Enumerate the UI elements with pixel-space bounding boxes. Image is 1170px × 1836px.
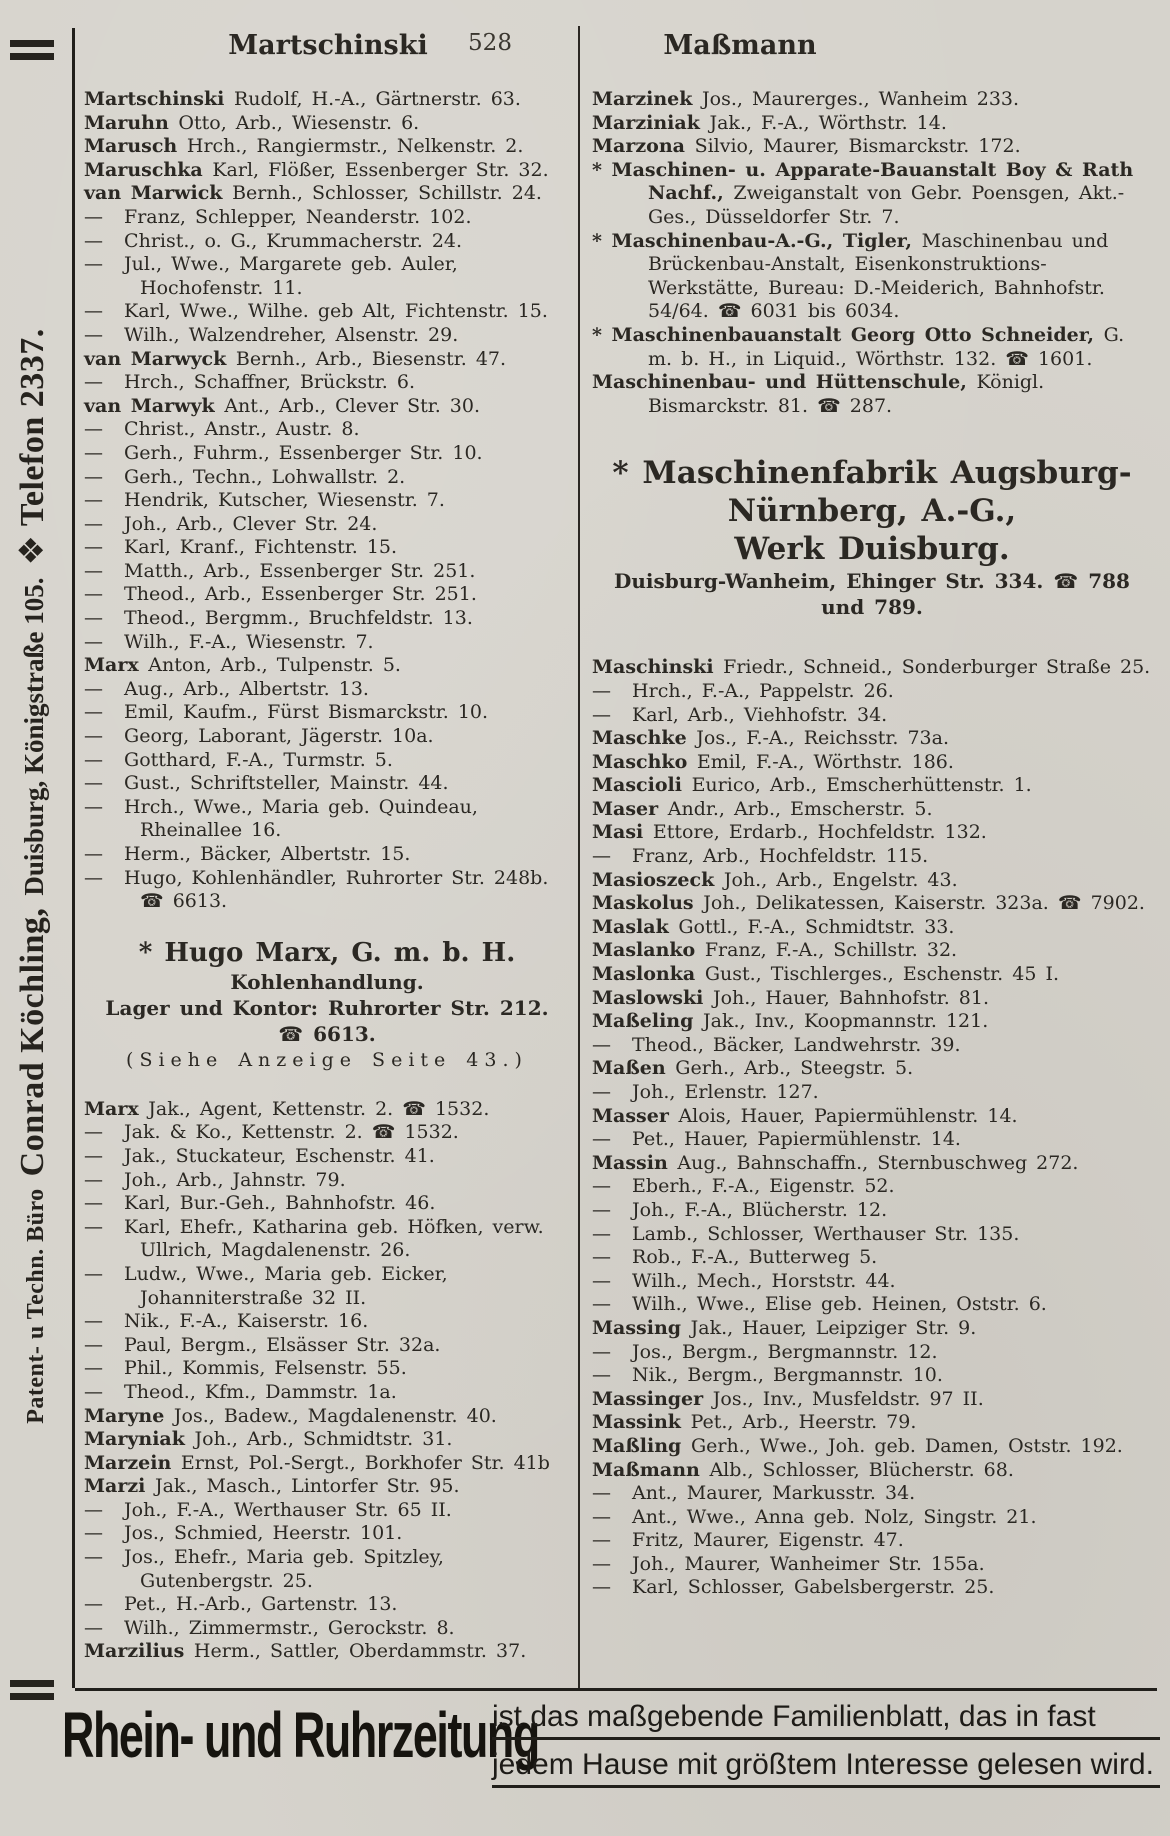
directory-entry: — Theod., Arb., Essenberger Str. 251. — [84, 583, 477, 606]
directory-entry: Maßmann Alb., Schlosser, Blücherstr. 68. — [592, 1458, 1014, 1481]
ad-line: ☎ 6613. — [278, 1021, 376, 1046]
newspaper-banner-slogan — [492, 1700, 1160, 1796]
directory-column-left — [84, 88, 570, 1664]
directory-entry: Marzein Ernst, Pol.-Sergt., Borkhofer Str. 41b — [84, 1451, 550, 1474]
surname: Maschinenbau- und Hüttenschule, — [592, 371, 977, 394]
directory-entry: Maruhn Otto, Arb., Wiesenstr. 6. — [84, 111, 420, 134]
directory-entry: — Pet., H.-Arb., Gartenstr. 13. — [84, 1593, 398, 1616]
directory-entry: Massing Jak., Hauer, Leipziger Str. 9. — [592, 1316, 977, 1339]
directory-entry: — Karl, Bur.-Geh., Bahnhofstr. 46. — [84, 1192, 436, 1215]
spacer — [592, 620, 1152, 656]
directory-entry: — Eberh., F.-A., Eigenstr. 52. — [592, 1175, 895, 1198]
directory-entry: — Jos., Bergm., Bergmannstr. 12. — [592, 1340, 938, 1363]
directory-entry: — Aug., Arb., Albertstr. 13. — [84, 677, 369, 700]
surname: Marzinek — [592, 88, 703, 110]
banner-slogan-line1: ist das maßgebende Familienblatt, das in fast — [492, 1700, 1160, 1740]
surname: Marx — [84, 1097, 149, 1120]
surname: Maruschka — [84, 158, 213, 181]
directory-entry: van Marwick Bernh., Schlosser, Schillstr. 24. — [84, 182, 542, 205]
surname: van Marwyk — [84, 394, 225, 417]
directory-entry: — Joh., Erlenstr. 127. — [592, 1081, 819, 1103]
surname: Maschko — [592, 750, 697, 773]
directory-entry: — Hrch., Schaffner, Brückstr. 6. — [84, 371, 415, 394]
directory-entry: Maser Andr., Arb., Emscherstr. 5. — [592, 797, 933, 820]
directory-entry: * Maschinenbau-A.-G., Tigler, Maschinenbau und Brückenbau-Anstalt, Eisenkonstruktions-Werkstätte, Bureau: D.-Meiderich, Bahnhofstr. 54/64. ☎ 6031 bis 6034. — [592, 229, 1109, 323]
ad-line: Werk Duisburg. — [734, 531, 1010, 568]
directory-entry: Maschke Jos., F.-A., Reichsstr. 73a. — [592, 727, 950, 750]
directory-entry: — Karl, Schlosser, Gabelsbergerstr. 25. — [592, 1576, 995, 1599]
surname: Maschke — [592, 727, 697, 750]
surname: Marzein — [84, 1451, 181, 1474]
running-head-right: Maßmann — [663, 30, 817, 61]
ad-line: Duisburg-Wanheim, Ehinger Str. 334. ☎ 788 — [614, 569, 1130, 594]
directory-entry: — Karl, Arb., Viehhofstr. 34. — [592, 703, 888, 726]
directory-entry: — Paul, Bergm., Elsässer Str. 32a. — [84, 1333, 441, 1356]
sidebar-vertical-ad — [4, 40, 60, 1700]
directory-entry: Marzona Silvio, Maurer, Bismarckstr. 172. — [592, 135, 1021, 158]
directory-entry: — Wilh., Mech., Horststr. 44. — [592, 1269, 896, 1292]
directory-entry: — Christ., Anstr., Austr. 8. — [84, 418, 360, 441]
directory-entry: — Wilh., Wwe., Elise geb. Heinen, Oststr. 6. — [592, 1293, 1047, 1316]
ad-line: * Maschinenfabrik Augsburg- — [612, 455, 1132, 492]
directory-entry: Maschko Emil, F.-A., Wörthstr. 186. — [592, 750, 954, 773]
directory-entry: — Karl, Ehefr., Katharina geb. Höfken, verw. Ullrich, Magdalenenstr. 26. — [84, 1215, 544, 1262]
spacer — [84, 914, 570, 938]
sidebar-divider-rule — [72, 28, 75, 1688]
directory-entry: — Hrch., F.-A., Pappelstr. 26. — [592, 679, 894, 702]
surname: Massinger — [592, 1387, 713, 1410]
directory-entry: — Wilh., F.-A., Wiesenstr. 7. — [84, 630, 374, 653]
directory-entry: — Fritz, Maurer, Eigenstr. 47. — [592, 1529, 904, 1552]
directory-entry: Masi Ettore, Erdarb., Hochfeldstr. 132. — [592, 821, 987, 844]
surname: Marziniak — [592, 111, 710, 134]
directory-entry: Maryne Jos., Badew., Magdalenenstr. 40. — [84, 1404, 497, 1427]
sidebar-ad-segment: ❖ Telefon 2337. — [14, 328, 51, 566]
directory-entry: — Joh., Arb., Jahnstr. 79. — [84, 1168, 346, 1191]
sidebar-ad-segment: Conrad Köchling, — [14, 907, 51, 1177]
surname: Mascioli — [592, 774, 692, 797]
directory-entry: — Wilh., Walzendreher, Alsenstr. 29. — [84, 323, 459, 346]
ad-line: Lager und Kontor: Ruhrorter Str. 212. — [105, 995, 549, 1020]
directory-entry: — Joh., Maurer, Wanheimer Str. 155a. — [592, 1552, 985, 1575]
directory-entry: — Ant., Wwe., Anna geb. Nolz, Singstr. 21. — [592, 1505, 1037, 1528]
directory-entry: Marx Jak., Agent, Kettenstr. 2. ☎ 1532. — [84, 1097, 490, 1120]
ad-line: * Hugo Marx, G. m. b. H. — [138, 937, 516, 968]
directory-entry: — Jul., Wwe., Margarete geb. Auler, Hochofenstr. 11. — [84, 253, 458, 299]
column-divider-rule — [578, 26, 580, 1688]
surname: Maßmann — [592, 1458, 710, 1481]
directory-entry: * Maschinenbauanstalt Georg Otto Schneider, G. m. b. H., in Liquid., Wörthstr. 132. ☎ 1601. — [592, 323, 1125, 370]
surname: Maslak — [592, 915, 679, 938]
directory-entry: — Ludw., Wwe., Maria geb. Eicker, Johanniterstraße 32 II. — [84, 1262, 448, 1309]
directory-entry: — Herm., Bäcker, Albertstr. 15. — [84, 843, 411, 865]
sidebar-ad-segment: Patent- u Techn. Büro — [23, 1188, 49, 1424]
surname: Marusch — [84, 135, 187, 158]
sidebar-ad-segment: Duisburg, Königstraße 105. — [19, 577, 49, 896]
surname: Maser — [592, 797, 668, 820]
ad-line: und 789. — [821, 595, 923, 620]
directory-entry: Maschinenbau- und Hüttenschule, Königl. Bismarckstr. 81. ☎ 287. — [592, 371, 1045, 417]
directory-entry: Maslanko Franz, F.-A., Schillstr. 32. — [592, 939, 958, 962]
directory-entry: — Joh., Arb., Clever Str. 24. — [84, 512, 378, 535]
directory-entry: Marx Anton, Arb., Tulpenstr. 5. — [84, 654, 401, 677]
directory-entry: — Matth., Arb., Essenberger Str. 251. — [84, 559, 476, 582]
surname: Maslanko — [592, 939, 705, 962]
spacer — [84, 1074, 570, 1098]
surname: van Marwick — [84, 182, 233, 205]
surname: Maryne — [84, 1404, 174, 1427]
surname: Massin — [592, 1151, 678, 1174]
directory-entry: Maskolus Joh., Delikatessen, Kaiserstr. 323a. ☎ 7902. — [592, 892, 1145, 915]
directory-entry: — Karl, Wwe., Wilhe. geb Alt, Fichtenstr. 15. — [84, 300, 548, 323]
directory-entry: Mascioli Eurico, Arb., Emscherhüttenstr. 1. — [592, 774, 1032, 797]
directory-entry: — Gotthard, F.-A., Turmstr. 5. — [84, 748, 393, 771]
surname: Marx — [84, 654, 149, 677]
surname: Marzilius — [84, 1640, 194, 1663]
surname: * Maschinenbau-A.-G., Tigler, — [592, 229, 922, 252]
directory-entry: — Jak., Stuckateur, Eschenstr. 41. — [84, 1144, 435, 1167]
directory-entry: — Wilh., Zimmermstr., Gerockstr. 8. — [84, 1616, 455, 1639]
surname: Maßling — [592, 1434, 691, 1457]
surname: * Maschinen- u. Apparate-Bauanstalt Boy & Rath Nachf., — [592, 158, 1134, 205]
directory-entry: Maslowski Joh., Hauer, Bahnhofstr. 81. — [592, 986, 989, 1009]
sidebar-ad-text — [12, 316, 52, 1424]
banner-slogan-line2: jedem Hause mit größtem Interesse gelesen wird. — [492, 1748, 1160, 1788]
directory-entry: Marzi Jak., Masch., Lintorfer Str. 95. — [84, 1475, 460, 1498]
directory-entry: Maßling Gerh., Wwe., Joh. geb. Damen, Oststr. 192. — [592, 1434, 1123, 1457]
surname: * Maschinenbauanstalt Georg Otto Schneider, — [592, 323, 1104, 346]
directory-entry: — Georg, Laborant, Jägerstr. 10a. — [84, 725, 434, 748]
directory-entry: — Hugo, Kohlenhändler, Ruhrorter Str. 248b. ☎ 6613. — [84, 866, 549, 913]
directory-entry: — Joh., F.-A., Werthauser Str. 65 II. — [84, 1498, 452, 1521]
surname: Masi — [592, 821, 653, 844]
double-bar-ornament — [10, 1680, 54, 1700]
directory-entry: — Franz, Schlepper, Neanderstr. 102. — [84, 205, 472, 228]
directory-entry: — Hendrik, Kutscher, Wiesenstr. 7. — [84, 489, 445, 512]
directory-entry: Maryniak Joh., Arb., Schmidtstr. 31. — [84, 1428, 453, 1451]
surname: Maßen — [592, 1057, 676, 1080]
running-head-left: Martschinski — [228, 30, 428, 61]
directory-entry: — Nik., Bergm., Bergmannstr. 10. — [592, 1364, 943, 1387]
page-number: 528 — [468, 30, 512, 56]
directory-entry: Maslonka Gust., Tischlerges., Eschenstr. 45 I. — [592, 963, 1060, 986]
ad-line: (Siehe Anzeige Seite 43.) — [126, 1048, 528, 1071]
directory-entry: Marzinek Jos., Maurerges., Wanheim 233. — [592, 88, 1020, 110]
directory-entry: — Joh., F.-A., Blücherstr. 12. — [592, 1198, 888, 1221]
directory-entry: — Christ., o. G., Krummacherstr. 24. — [84, 229, 463, 252]
directory-entry: — Karl, Kranf., Fichtenstr. 15. — [84, 536, 398, 559]
surname: Masser — [592, 1104, 679, 1127]
surname: Maskolus — [592, 892, 704, 915]
ad-line: Nürnberg, A.-G., — [727, 493, 1017, 530]
directory-entry: Masioszeck Joh., Arb., Engelstr. 43. — [592, 868, 958, 891]
directory-entry: — Jos., Ehefr., Maria geb. Spitzley, Gutenbergstr. 25. — [84, 1546, 444, 1592]
directory-entry: Martschinski Rudolf, H.-A., Gärtnerstr. 63. — [84, 88, 521, 110]
directory-entry: — Nik., F.-A., Kaiserstr. 16. — [84, 1310, 369, 1333]
directory-entry: Maslak Gottl., F.-A., Schmidtstr. 33. — [592, 915, 955, 938]
ad-line: Kohlenhandlung. — [230, 969, 424, 994]
directory-column-right — [592, 88, 1152, 1600]
surname: Marzi — [84, 1475, 155, 1498]
directory-entry: — Emil, Kaufm., Fürst Bismarckstr. 10. — [84, 701, 489, 724]
directory-entry: * Maschinen- u. Apparate-Bauanstalt Boy & Rath Nachf., Zweiganstalt von Gebr. Poensgen, Akt.-Ges., Düsseldorfer Str. 7. — [592, 158, 1134, 228]
surname: Maßeling — [592, 1010, 704, 1033]
directory-entry: — Theod., Kfm., Dammstr. 1a. — [84, 1380, 397, 1403]
directory-entry: — Ant., Maurer, Markusstr. 34. — [592, 1482, 916, 1505]
directory-entry: — Jos., Schmied, Heerstr. 101. — [84, 1522, 403, 1545]
directory-entry: — Gerh., Techn., Lohwallstr. 2. — [84, 465, 406, 488]
directory-entry: Maßen Gerh., Arb., Steegstr. 5. — [592, 1057, 914, 1080]
directory-entry: Marziniak Jak., F.-A., Wörthstr. 14. — [592, 111, 947, 134]
directory-entry: — Gust., Schriftsteller, Mainstr. 44. — [84, 772, 449, 795]
surname: Masioszeck — [592, 868, 724, 891]
directory-entry: — Gerh., Fuhrm., Essenberger Str. 10. — [84, 441, 483, 464]
surname: Maslowski — [592, 986, 713, 1009]
directory-entry: Maruschka Karl, Flößer, Essenberger Str. 32. — [84, 158, 549, 181]
double-bar-ornament — [10, 40, 54, 60]
directory-entry: van Marwyk Ant., Arb., Clever Str. 30. — [84, 394, 481, 417]
surname: Massing — [592, 1316, 691, 1339]
directory-entry: — Rob., F.-A., Butterweg 5. — [592, 1246, 878, 1269]
surname: Massink — [592, 1411, 691, 1434]
directory-entry: — Phil., Kommis, Felsenstr. 55. — [84, 1357, 407, 1380]
directory-entry: Massin Aug., Bahnschaffn., Sternbuschweg 272. — [592, 1151, 1079, 1174]
directory-entry: Marzilius Herm., Sattler, Oberdammstr. 37. — [84, 1640, 527, 1663]
directory-entry: van Marwyck Bernh., Arb., Biesenstr. 47. — [84, 347, 507, 370]
directory-entry: Maschinski Friedr., Schneid., Sonderburger Straße 25. — [592, 656, 1151, 679]
directory-entry: Maßeling Jak., Inv., Koopmannstr. 121. — [592, 1010, 989, 1033]
directory-entry: — Jak. & Ko., Kettenstr. 2. ☎ 1532. — [84, 1121, 459, 1144]
surname: Maruhn — [84, 111, 179, 134]
directory-entry: — Theod., Bergmm., Bruchfeldstr. 13. — [84, 607, 473, 630]
directory-entry: — Pet., Hauer, Papiermühlenstr. 14. — [592, 1128, 961, 1151]
surname: Martschinski — [84, 88, 234, 110]
directory-entry: — Theod., Bäcker, Landwehrstr. 39. — [592, 1033, 961, 1056]
directory-entry: Marusch Hrch., Rangiermstr., Nelkenstr. 2. — [84, 135, 524, 158]
spacer — [592, 418, 1152, 454]
directory-entry: — Franz, Arb., Hochfeldstr. 115. — [592, 845, 929, 868]
directory-entry: Massink Pet., Arb., Heerstr. 79. — [592, 1411, 917, 1434]
directory-entry: — Lamb., Schlosser, Werthauser Str. 135. — [592, 1222, 1020, 1245]
directory-entry: Massinger Jos., Inv., Musfeldstr. 97 II. — [592, 1387, 984, 1410]
surname: Maschinski — [592, 656, 724, 679]
banner-divider-rule — [75, 1688, 1157, 1691]
surname: Maslonka — [592, 963, 705, 986]
surname: Maryniak — [84, 1428, 195, 1451]
surname: van Marwyck — [84, 347, 236, 370]
directory-entry: — Hrch., Wwe., Maria geb. Quindeau, Rheinallee 16. — [84, 795, 478, 842]
surname: Marzona — [592, 135, 695, 158]
newspaper-banner-title: Rhein- und Ruhrzeitung — [62, 1699, 539, 1771]
directory-entry: Masser Alois, Hauer, Papiermühlenstr. 14. — [592, 1104, 1018, 1127]
